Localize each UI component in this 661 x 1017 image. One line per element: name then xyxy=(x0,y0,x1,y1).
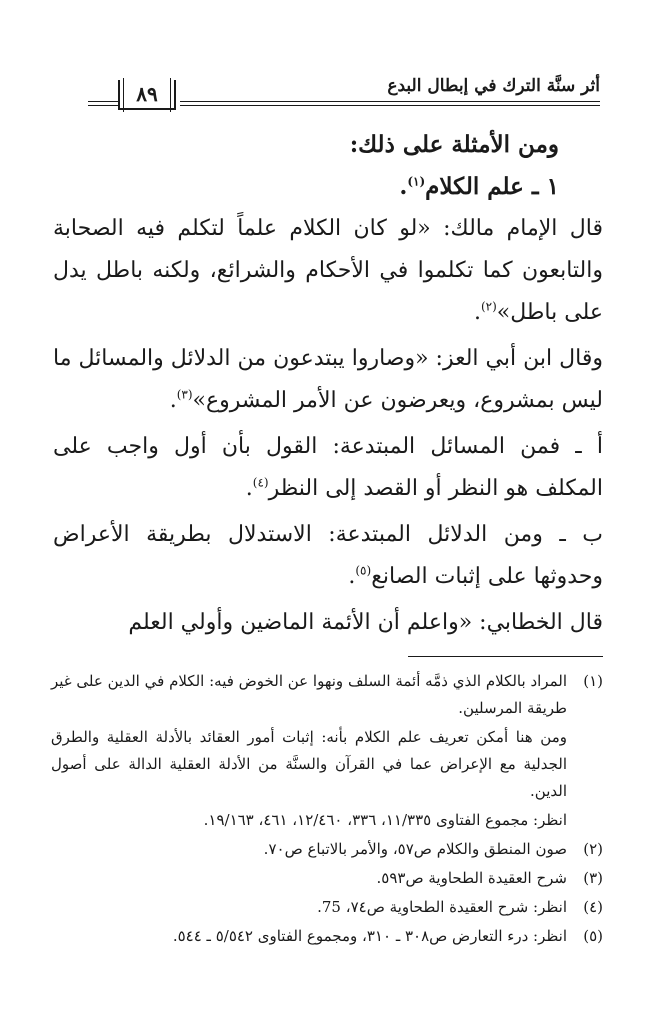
footnote-separator xyxy=(408,656,603,657)
heading-examples-text: ومن الأمثلة على ذلك: xyxy=(349,131,559,158)
footnote-ref-4: (٤) xyxy=(252,475,269,490)
item-b-end: . xyxy=(348,564,356,589)
footnote-text: المراد بالكلام الذي ذمَّه أئمة السلف ونهوا عن الخوض فيه: الكلام في الدين على غير طريقة المرسلين. xyxy=(51,672,567,717)
footnote-text: انظر: شرح العقيدة الطحاوية ص٧٤، 75. xyxy=(317,898,567,916)
paragraph-malik xyxy=(53,208,603,334)
footnote-1-continuation: ومن هنا أمكن تعريف علم الكلام بأنه: إثبات أمور العقائد بالأدلة العقلية والطرق الجدلية مع الإعراض عما في القرآن والسنَّة من الأدلة العقلية الدالة على أصول الدين. xyxy=(51,728,567,800)
heading-item-1 xyxy=(53,166,603,208)
paragraph-khattabi xyxy=(53,602,603,644)
malik-quote: قال الإمام مالك: «لو كان الكلام علماً لتكلم فيه الصحابة والتابعون كما تكلموا في الأحكام والشرائع، ولكنه باطل يدل على باطل» xyxy=(53,216,603,325)
footnote-number: (٥) xyxy=(583,927,603,945)
abi-izz-end: . xyxy=(169,388,177,413)
heading-item-1-end: . xyxy=(399,173,408,200)
footnote-number: (٣) xyxy=(583,869,603,887)
footnote-1-reference: انظر: مجموع الفتاوى ١١/٣٣٥، ٣٣٦، ١٢/٤٦٠، ٤٦١، ١٩/١٦٣. xyxy=(203,811,567,829)
footnote-4 xyxy=(51,894,603,921)
header-rule-left-bottom xyxy=(88,105,118,106)
paragraph-item-b xyxy=(53,514,603,598)
footnote-text: شرح العقيدة الطحاوية ص٥٩٣. xyxy=(376,869,567,887)
header-rule-bottom xyxy=(180,105,600,106)
footnote-5 xyxy=(51,923,603,950)
footnote-ref-3: (٣) xyxy=(176,387,193,402)
header-rule-top xyxy=(180,101,600,102)
footnote-number: (٤) xyxy=(583,898,603,916)
item-b-text: ب ـ ومن الدلائل المبتدعة: الاستدلال بطريقة الأعراض وحدوثها على إثبات الصانع xyxy=(53,522,603,589)
footnotes xyxy=(51,668,603,952)
footnote-text: صون المنطق والكلام ص٥٧، والأمر بالاتباع ص٧٠. xyxy=(263,840,567,858)
footnote-3 xyxy=(51,865,603,892)
main-text xyxy=(53,124,603,648)
item-a-text: أ ـ فمن المسائل المبتدعة: القول بأن أول واجب على المكلف هو النظر أو القصد إلى النظر xyxy=(53,434,603,501)
paragraph-abi-izz xyxy=(53,338,603,422)
footnote-ref-1: (١) xyxy=(407,174,426,189)
page-header xyxy=(88,76,600,116)
abi-izz-quote: وقال ابن أبي العز: «وصاروا يبتدعون من الدلائل والمسائل ما ليس بمشروع، ويعرضون عن الأمر المشروع» xyxy=(53,346,603,413)
footnote-ref-2: (٢) xyxy=(480,299,497,314)
item-a-end: . xyxy=(245,476,253,501)
footnote-number: (١) xyxy=(583,672,603,690)
footnote-text: انظر: درء التعارض ص٣٠٨ ـ ٣١٠، ومجموع الفتاوى ٥/٥٤٢ ـ ٥٤٤. xyxy=(172,927,567,945)
footnote-2 xyxy=(51,836,603,863)
heading-examples xyxy=(53,124,603,166)
heading-item-1-text: ١ ـ علم الكلام xyxy=(425,173,559,200)
footnote-1 xyxy=(51,668,603,722)
footnote-ref-5: (٥) xyxy=(355,563,372,578)
malik-end: . xyxy=(473,300,481,325)
running-title: أثر سنَّة الترك في إبطال البدع xyxy=(387,76,600,96)
header-rule-left-top xyxy=(88,101,118,102)
paragraph-item-a xyxy=(53,426,603,510)
page-number: ٨٩ xyxy=(118,80,176,110)
khattabi-text: قال الخطابي: «واعلم أن الأئمة الماضين وأولي العلم xyxy=(128,610,603,635)
footnote-number: (٢) xyxy=(583,840,603,858)
